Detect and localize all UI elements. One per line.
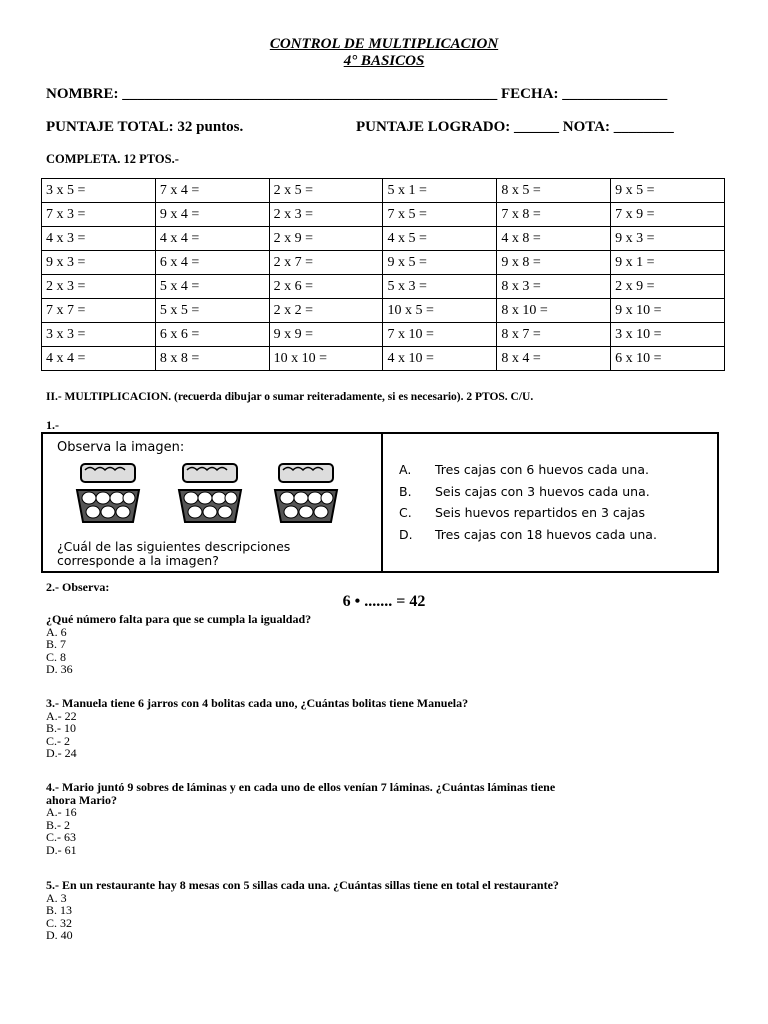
table-cell[interactable]: 9 x 1 = [611,251,725,275]
table-cell[interactable]: 4 x 8 = [497,227,611,251]
q2-block [46,613,311,676]
table-cell[interactable]: 6 x 10 = [611,347,725,371]
table-cell[interactable]: 3 x 5 = [42,179,156,203]
q4-block [46,781,555,856]
table-row [42,299,725,323]
q3-option-a[interactable]: A.- 22 [46,708,77,723]
q2-question: ¿Qué número falta para que se cumpla la igualdad? [46,612,312,626]
table-cell[interactable]: 2 x 9 = [269,227,383,251]
q5-block [46,879,559,942]
table-cell[interactable]: 4 x 4 = [42,347,156,371]
q3-option-d[interactable]: D.- 24 [46,746,77,760]
page-subtitle: 4° BASICOS [343,53,425,69]
table-row [42,179,725,203]
table-row [42,347,725,371]
table-row [42,275,725,299]
egg-carton-icon [73,460,143,530]
table-cell[interactable]: 5 x 5 = [155,299,269,323]
table-cell[interactable]: 8 x 4 = [497,347,611,371]
q4-option-a[interactable]: A.- 16 [46,805,77,819]
table-cell[interactable]: 7 x 3 = [42,203,156,227]
table-row [42,227,725,251]
page-title: CONTROL DE MULTIPLICACION [269,36,499,52]
q5-option-a[interactable]: A. 3 [46,890,67,905]
q2-option-d[interactable]: D. 36 [46,662,73,676]
q2-equation: 6 • ....... = 42 [342,593,426,610]
q3-option-b[interactable]: B.- 10 [46,721,76,735]
q2-option-c[interactable]: C. 8 [46,649,67,664]
table-cell[interactable]: 4 x 3 = [42,227,156,251]
table-row [42,251,725,275]
q2-option-b[interactable]: B. 7 [46,637,67,651]
q3-block [46,697,468,760]
egg-carton-icon [271,460,341,530]
table-cell[interactable]: 4 x 5 = [383,227,497,251]
table-cell[interactable]: 2 x 7 = [269,251,383,275]
q3-question: 3.- Manuela tiene 6 jarros con 4 bolitas cada uno, ¿Cuántas bolitas tiene Manuela? [46,696,469,710]
table-cell[interactable]: 9 x 3 = [611,227,725,251]
egg-carton-icon [175,460,245,530]
table-cell[interactable]: 7 x 7 = [42,299,156,323]
table-cell[interactable]: 5 x 1 = [383,179,497,203]
table-cell[interactable]: 5 x 4 = [155,275,269,299]
section2-instruction: II.- MULTIPLICACION. (recuerda dibujar o sumar reiteradamente, si es necesario). 2 PTOS. C/U. [46,391,534,403]
total-score-label: PUNTAJE TOTAL: 32 puntos. [46,119,244,135]
q1-number: 1.- [46,418,59,432]
table-cell[interactable]: 3 x 10 = [611,323,725,347]
q3-option-c[interactable]: C.- 2 [46,733,70,748]
table-cell[interactable]: 9 x 9 = [269,323,383,347]
q4-option-c[interactable]: C.- 63 [46,830,76,844]
table-cell[interactable]: 7 x 10 = [383,323,497,347]
table-cell[interactable]: 2 x 3 = [42,275,156,299]
section1-instruction: COMPLETA. 12 PTOS.- [46,152,179,166]
q4-question-line2: ahora Mario? [46,792,117,807]
multiplication-table [41,178,725,371]
table-cell[interactable]: 7 x 9 = [611,203,725,227]
q4-option-d[interactable]: D.- 61 [46,842,77,857]
table-cell[interactable]: 4 x 4 = [155,227,269,251]
table-cell[interactable]: 3 x 3 = [42,323,156,347]
table-cell[interactable]: 10 x 10 = [269,347,383,371]
q1-question-text: ¿Cuál de las siguientes descripciones corresponde a la imagen? [57,539,291,568]
q4-question-line1: 4.- Mario juntó 9 sobres de láminas y en cada uno de ellos venían 7 láminas. ¿Cuántas láminas tiene [46,780,556,794]
table-cell[interactable]: 2 x 3 = [269,203,383,227]
table-cell[interactable]: 8 x 3 = [497,275,611,299]
achieved-score-label: PUNTAJE LOGRADO: ______ NOTA: ________ [356,119,674,135]
table-cell[interactable]: 2 x 6 = [269,275,383,299]
q5-option-b[interactable]: B. 13 [46,903,73,917]
q4-option-b[interactable]: B.- 2 [46,817,70,832]
table-cell[interactable]: 6 x 6 = [155,323,269,347]
table-cell[interactable]: 8 x 10 = [497,299,611,323]
q1-question-box: Observa la imagen: ¿Cuál de las siguientes descripciones corresponde a la imagen? A. Tres cajas con 6 huevos cada una. B. Seis cajas con 3 huevos cada una. C. Seis huevos repartidos en 3 cajas D. Tres cajas con 18 huevos cada una. [41,432,719,573]
table-row [42,323,725,347]
q1-observe-label: Observa la imagen: [57,440,185,455]
table-cell[interactable]: 9 x 5 = [383,251,497,275]
q5-option-d[interactable]: D. 40 [46,928,73,942]
table-cell[interactable]: 10 x 5 = [383,299,497,323]
table-cell[interactable]: 2 x 2 = [269,299,383,323]
table-cell[interactable]: 4 x 10 = [383,347,497,371]
q5-option-c[interactable]: C. 32 [46,915,73,930]
table-cell[interactable]: 8 x 8 = [155,347,269,371]
q2-title: 2.- Observa: [46,580,110,594]
q1-image-panel [43,434,383,571]
q2-option-a[interactable]: A. 6 [46,624,67,639]
table-cell[interactable]: 7 x 8 = [497,203,611,227]
table-cell[interactable]: 7 x 5 = [383,203,497,227]
table-row [42,203,725,227]
table-cell[interactable]: 9 x 8 = [497,251,611,275]
q5-question: 5.- En un restaurante hay 8 mesas con 5 sillas cada una. ¿Cuántas sillas tiene en total el restaurante? [46,878,559,892]
table-cell[interactable]: 2 x 9 = [611,275,725,299]
table-cell[interactable]: 7 x 4 = [155,179,269,203]
name-date-line: NOMBRE: __________________________________________________ FECHA: ______________ [46,86,668,102]
table-cell[interactable]: 6 x 4 = [155,251,269,275]
table-cell[interactable]: 8 x 7 = [497,323,611,347]
table-cell[interactable]: 8 x 5 = [497,179,611,203]
table-cell[interactable]: 9 x 5 = [611,179,725,203]
table-cell[interactable]: 9 x 3 = [42,251,156,275]
table-cell[interactable]: 9 x 4 = [155,203,269,227]
table-cell[interactable]: 5 x 3 = [383,275,497,299]
table-cell[interactable]: 9 x 10 = [611,299,725,323]
table-cell[interactable]: 2 x 5 = [269,179,383,203]
